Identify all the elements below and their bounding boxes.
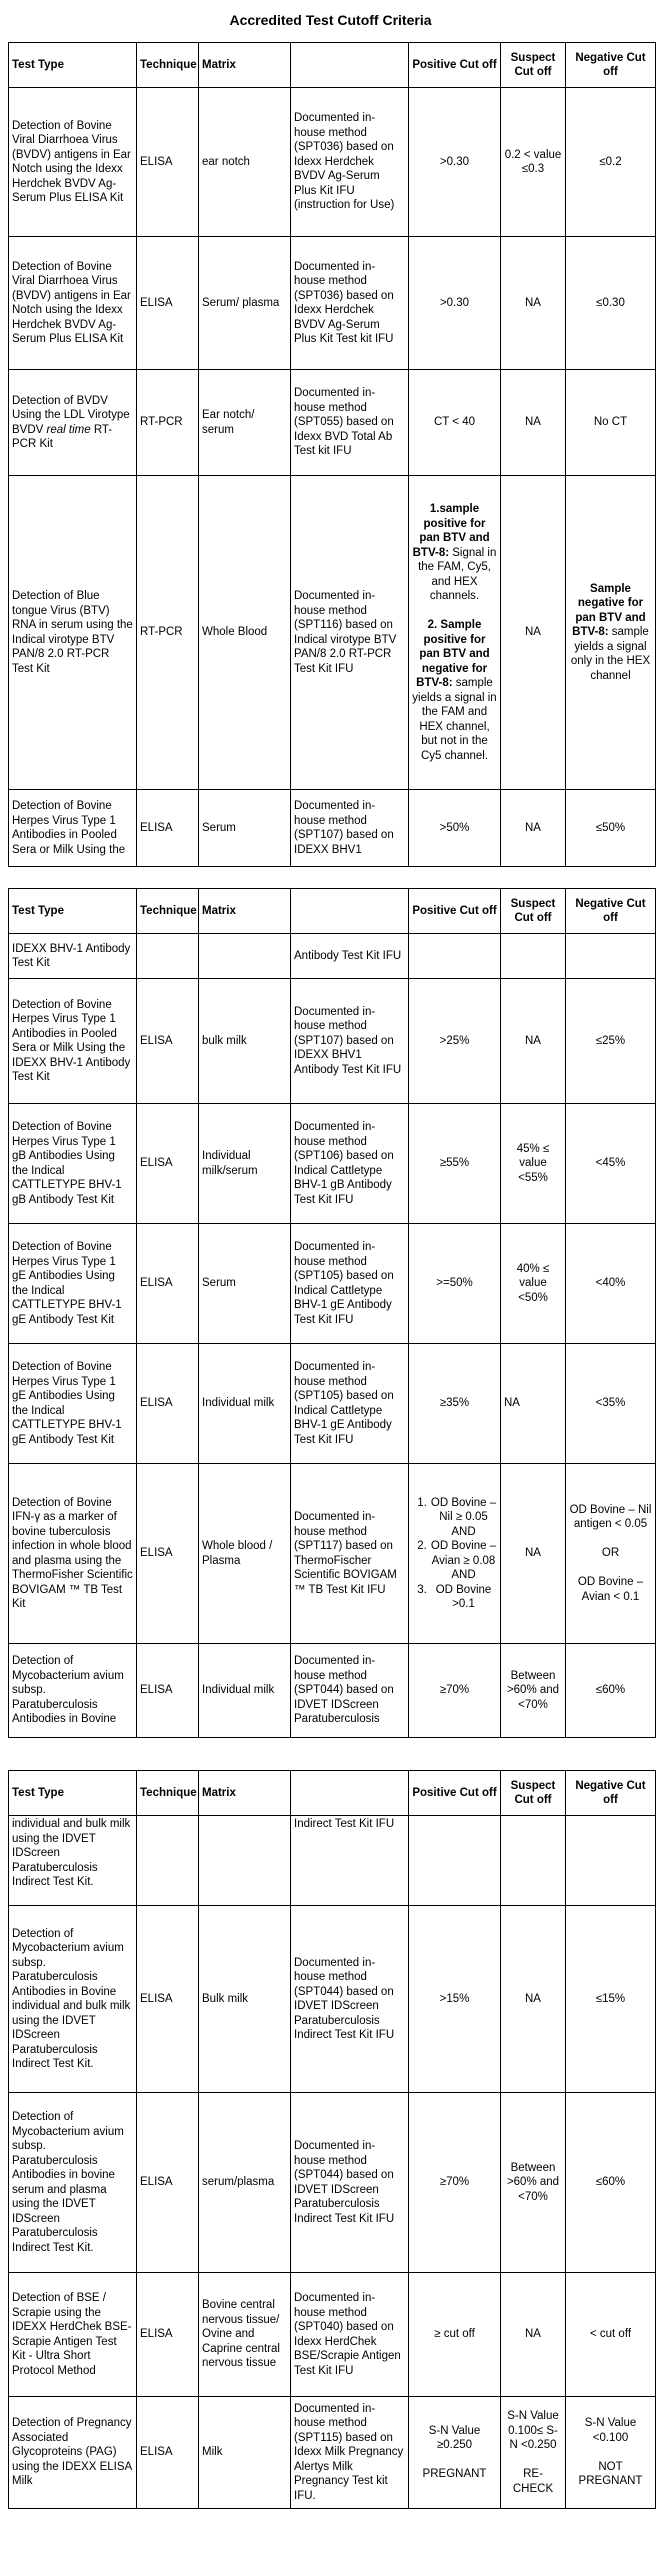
- table-row: [9, 88, 656, 237]
- technique-cell: ELISA: [137, 1464, 199, 1644]
- matrix-cell: [199, 934, 291, 979]
- table-row: [9, 790, 656, 867]
- technique-cell: RT-PCR: [137, 476, 199, 790]
- header-matrix: Matrix: [199, 1771, 291, 1816]
- suspect-cell: [501, 1816, 566, 1906]
- negative-criterion-2: OD Bovine – Avian < 0.1: [577, 1576, 644, 1603]
- table-header-row: [9, 43, 656, 88]
- method-cell: Documented in-house method (SPT107) based on IDEXX BHV1: [291, 790, 409, 867]
- positive-cell: CT < 40: [409, 370, 501, 476]
- positive-cell: >=50%: [409, 1224, 501, 1344]
- table-row: [9, 370, 656, 476]
- positive-cell: [409, 934, 501, 979]
- suspect-cell: NA: [501, 979, 566, 1104]
- document-title: Accredited Test Cutoff Criteria: [229, 12, 432, 28]
- table-row: [9, 476, 656, 790]
- negative-cell: ≤0.2: [566, 88, 656, 237]
- negative-value: S-N Value <0.100: [584, 2417, 637, 2444]
- suspect-cell: [501, 2397, 566, 2509]
- suspect-cell: Between >60% and <70%: [501, 2093, 566, 2273]
- matrix-cell: [199, 1816, 291, 1906]
- positive-criterion-text: OD Bovine >0.1: [435, 1583, 492, 1610]
- test-type-cell: IDEXX BHV-1 Antibody Test Kit: [9, 934, 137, 979]
- header-suspect: Suspect Cut off: [501, 889, 566, 934]
- matrix-cell: Serum: [199, 1224, 291, 1344]
- technique-cell: ELISA: [137, 1104, 199, 1224]
- or-label: OR: [601, 1547, 620, 1560]
- negative-cell: [566, 476, 656, 790]
- header-technique: Technique: [137, 1771, 199, 1816]
- positive-criterion-1-text: Signal in the FAM, Cy5, and HEX channels.: [418, 546, 497, 602]
- positive-result: PREGNANT: [422, 2468, 487, 2480]
- header-positive: Positive Cut off: [409, 889, 501, 934]
- technique-cell: ELISA: [137, 1224, 199, 1344]
- suspect-cell: NA: [501, 2273, 566, 2397]
- header-method: [291, 1771, 409, 1816]
- method-cell: Documented in-house method (SPT055) based on Idexx BVD Total Ab Test kit IFU: [291, 370, 409, 476]
- technique-cell: RT-PCR: [137, 370, 199, 476]
- negative-cell: ≤60%: [566, 2093, 656, 2273]
- negative-cell: [566, 1464, 656, 1644]
- header-technique: Technique: [137, 889, 199, 934]
- table-row: [9, 2397, 656, 2509]
- suspect-cell: NA: [501, 790, 566, 867]
- test-type-italic-text: real time: [46, 423, 91, 436]
- suspect-cell: NA: [501, 237, 566, 370]
- table-row: [9, 1344, 656, 1464]
- test-type-text: RT-PCR Kit: [12, 423, 113, 450]
- test-type-cell: Detection of Bovine Herpes Virus Type 1 Antibodies in Pooled Sera or Milk Using the IDEXX BHV-1 Antibody Test Kit: [9, 979, 137, 1104]
- positive-value: S-N Value ≥0.250: [428, 2424, 481, 2451]
- method-cell: Documented in-house method (SPT044) based on IDVET IDScreen Paratuberculosis Indirect Test Kit IFU: [291, 1906, 409, 2093]
- matrix-cell: Serum/ plasma: [199, 237, 291, 370]
- test-type-cell: Detection of Bovine Herpes Virus Type 1 gE Antibodies Using the Indical CATTLETYPE BHV-1 gE Antibody Test Kit: [9, 1224, 137, 1344]
- table-row: [9, 1464, 656, 1644]
- matrix-cell: Whole blood / Plasma: [199, 1464, 291, 1644]
- matrix-cell: Bovine central nervous tissue/ Ovine and Caprine central nervous tissue: [199, 2273, 291, 2397]
- technique-cell: [137, 1816, 199, 1906]
- header-suspect: Suspect Cut off: [501, 1771, 566, 1816]
- header-negative: Negative Cut off: [566, 43, 656, 88]
- negative-cell: ≤15%: [566, 1906, 656, 2093]
- test-type-cell: Detection of Mycobacterium avium subsp. Paratuberculosis Antibodies in bovine serum and plasma using the IDVET IDScreen Paratuberculosis Indirect Test Kit.: [9, 2093, 137, 2273]
- positive-cell: ≥ cut off: [409, 2273, 501, 2397]
- negative-cell: No CT: [566, 370, 656, 476]
- negative-criterion-1: OD Bovine – Nil antigen < 0.05: [569, 1503, 652, 1531]
- header-negative: Negative Cut off: [566, 1771, 656, 1816]
- table-row: [9, 2273, 656, 2397]
- positive-cell: [409, 1464, 501, 1644]
- test-type-cell: Detection of Pregnancy Associated Glycoproteins (PAG) using the IDEXX ELISA Milk: [9, 2397, 137, 2509]
- negative-cell: [566, 934, 656, 979]
- header-test-type: Test Type: [9, 889, 137, 934]
- method-cell: Documented in-house method (SPT044) based on IDVET IDScreen Paratuberculosis: [291, 1644, 409, 1738]
- technique-cell: ELISA: [137, 2273, 199, 2397]
- technique-cell: ELISA: [137, 237, 199, 370]
- positive-criterion-2-title: 2. Sample positive for pan BTV and negative for BTV-8:: [416, 619, 490, 689]
- matrix-cell: Individual milk: [199, 1644, 291, 1738]
- positive-cell: >0.30: [409, 237, 501, 370]
- test-type-cell: Detection of Blue tongue Virus (BTV) RNA in serum using the Indical virotype BTV PAN/8 2.0 RT-PCR Test Kit: [9, 476, 137, 790]
- technique-cell: ELISA: [137, 2093, 199, 2273]
- header-positive: Positive Cut off: [409, 1771, 501, 1816]
- method-cell: Documented in-house method (SPT115) based on Idexx Milk Pregnancy Alertys Milk Pregnancy Test kit IFU.: [291, 2397, 409, 2509]
- method-cell: Documented in-house method (SPT116) based on Indical virotype BTV PAN/8 2.0 RT-PCR Test Kit IFU: [291, 476, 409, 790]
- and-label: AND: [451, 1525, 476, 1538]
- matrix-cell: serum/plasma: [199, 2093, 291, 2273]
- positive-cell: >0.30: [409, 88, 501, 237]
- table-row: [9, 979, 656, 1104]
- method-cell: Antibody Test Kit IFU: [291, 934, 409, 979]
- matrix-cell: Individual milk: [199, 1344, 291, 1464]
- header-technique: Technique: [137, 43, 199, 88]
- positive-cell: >25%: [409, 979, 501, 1104]
- negative-criterion-text: sample yields a signal only in the HEX channel: [570, 626, 651, 682]
- header-matrix: Matrix: [199, 43, 291, 88]
- method-cell: Documented in-house method (SPT105) based on Indical Cattletype BHV-1 gE Antibody Test Kit IFU: [291, 1224, 409, 1344]
- header-negative: Negative Cut off: [566, 889, 656, 934]
- positive-criterion-text: OD Bovine – Nil ≥ 0.05: [430, 1496, 497, 1523]
- positive-criterion-1-title: 1.sample positive for pan BTV and BTV-8:: [412, 503, 490, 559]
- matrix-cell: Serum: [199, 790, 291, 867]
- positive-cell: ≥35%: [409, 1344, 501, 1464]
- test-type-cell: Detection of Bovine Herpes Virus Type 1 gE Antibodies Using the Indical CATTLETYPE BHV-1 gE Antibody Test Kit: [9, 1344, 137, 1464]
- technique-cell: ELISA: [137, 790, 199, 867]
- method-cell: Documented in-house method (SPT117) based on ThermoFischer Scientific BOVIGAM ™ TB Test Kit IFU: [291, 1464, 409, 1644]
- header-method: [291, 43, 409, 88]
- positive-cell: ≥70%: [409, 1644, 501, 1738]
- test-type-cell: Detection of Mycobacterium avium subsp. Paratuberculosis Antibodies in Bovine individual and bulk milk using the IDVET IDScreen Paratuberculosis Indirect Test Kit.: [9, 1906, 137, 2093]
- cutoff-table-1: [8, 42, 656, 867]
- suspect-cell: NA: [501, 476, 566, 790]
- test-type-cell: Detection of Bovine IFN-γ as a marker of bovine tuberculosis infection in whole blood and plasma using the ThermoFisher Scientific BOVIGAM ™ TB Test Kit: [9, 1464, 137, 1644]
- test-type-cell: Detection of Bovine Viral Diarrhoea Virus (BVDV) antigens in Ear Notch using the Idexx Herdchek BVDV Ag-Serum Plus ELISA Kit: [9, 237, 137, 370]
- negative-cell: ≤0.30: [566, 237, 656, 370]
- technique-cell: ELISA: [137, 88, 199, 237]
- suspect-result: RE-CHECK: [512, 2468, 554, 2495]
- negative-cell: <40%: [566, 1224, 656, 1344]
- negative-criterion-title: Sample negative for pan BTV and BTV-8:: [572, 582, 646, 639]
- test-type-cell: Detection of BSE / Scrapie using the IDEXX HerdChek BSE-Scrapie Antigen Test Kit - Ultra Short Protocol Method: [9, 2273, 137, 2397]
- matrix-cell: Whole Blood: [199, 476, 291, 790]
- cutoff-table-2: [8, 888, 656, 1738]
- suspect-cell: Between >60% and <70%: [501, 1644, 566, 1738]
- negative-cell: ≤25%: [566, 979, 656, 1104]
- header-test-type: Test Type: [9, 43, 137, 88]
- method-cell: Documented in-house method (SPT036) based on Idexx Herdchek BVDV Ag-Serum Plus Kit IFU (instruction for Use): [291, 88, 409, 237]
- header-suspect: Suspect Cut off: [501, 43, 566, 88]
- negative-cell: ≤60%: [566, 1644, 656, 1738]
- positive-criterion-text: OD Bovine – Avian ≥ 0.08: [430, 1540, 497, 1567]
- matrix-cell: Milk: [199, 2397, 291, 2509]
- table-row: [9, 1906, 656, 2093]
- technique-cell: ELISA: [137, 2397, 199, 2509]
- positive-criterion: [430, 1539, 497, 1583]
- table-row: [9, 1816, 656, 1906]
- positive-criterion: [430, 1583, 497, 1612]
- suspect-value: S-N Value 0.100≤ S-N <0.250: [507, 2410, 559, 2451]
- suspect-cell: NA: [501, 370, 566, 476]
- test-type-text: Detection of BVDV Using the LDL Virotype BVDV: [12, 394, 130, 436]
- matrix-cell: bulk milk: [199, 979, 291, 1104]
- matrix-cell: ear notch: [199, 88, 291, 237]
- table-header-row: [9, 1771, 656, 1816]
- cutoff-table-3: [8, 1770, 656, 2509]
- method-cell: Indirect Test Kit IFU: [291, 1816, 409, 1906]
- negative-cell: <35%: [566, 1344, 656, 1464]
- header-test-type: Test Type: [9, 1771, 137, 1816]
- negative-cell: [566, 1816, 656, 1906]
- method-cell: Documented in-house method (SPT036) based on Idexx Herdchek BVDV Ag-Serum Plus Kit Test kit IFU: [291, 237, 409, 370]
- technique-cell: ELISA: [137, 1644, 199, 1738]
- suspect-cell: 0.2 < value ≤0.3: [501, 88, 566, 237]
- suspect-cell: NA: [501, 1464, 566, 1644]
- suspect-cell: 40% ≤ value <50%: [501, 1224, 566, 1344]
- and-label: AND: [451, 1569, 476, 1581]
- positive-cell: [409, 2397, 501, 2509]
- negative-result: NOT PREGNANT: [578, 2460, 643, 2488]
- matrix-cell: Bulk milk: [199, 1906, 291, 2093]
- technique-cell: ELISA: [137, 1344, 199, 1464]
- table-row: [9, 237, 656, 370]
- method-cell: Documented in-house method (SPT044) based on IDVET IDScreen Paratuberculosis Indirect Test Kit IFU: [291, 2093, 409, 2273]
- positive-criteria-list: [412, 1496, 497, 1612]
- test-type-cell: Detection of Mycobacterium avium subsp. Paratuberculosis Antibodies in Bovine: [9, 1644, 137, 1738]
- negative-cell: ≤50%: [566, 790, 656, 867]
- suspect-cell: NA: [501, 1344, 566, 1464]
- table-row: [9, 2093, 656, 2273]
- header-matrix: Matrix: [199, 889, 291, 934]
- technique-cell: ELISA: [137, 979, 199, 1104]
- table-row: [9, 934, 656, 979]
- header-method: [291, 889, 409, 934]
- suspect-cell: [501, 934, 566, 979]
- negative-cell: < cut off: [566, 2273, 656, 2397]
- test-type-cell: Detection of Bovine Viral Diarrhoea Virus (BVDV) antigens in Ear Notch using the Idexx Herdchek BVDV Ag-Serum Plus ELISA Kit: [9, 88, 137, 237]
- table-row: [9, 1644, 656, 1738]
- test-type-cell: [9, 370, 137, 476]
- positive-criterion: [430, 1496, 497, 1540]
- technique-cell: ELISA: [137, 1906, 199, 2093]
- negative-cell: <45%: [566, 1104, 656, 1224]
- positive-cell: >15%: [409, 1906, 501, 2093]
- matrix-cell: Individual milk/serum: [199, 1104, 291, 1224]
- negative-cell: [566, 2397, 656, 2509]
- table-row: [9, 1224, 656, 1344]
- test-type-cell: individual and bulk milk using the IDVET IDScreen Paratuberculosis Indirect Test Kit.: [9, 1816, 137, 1906]
- positive-cell: ≥70%: [409, 2093, 501, 2273]
- positive-cell: [409, 476, 501, 790]
- suspect-cell: 45% ≤ value <55%: [501, 1104, 566, 1224]
- positive-criterion-2-text: sample yields a signal in the FAM and HEX channel, but not in the Cy5 channel.: [412, 677, 497, 762]
- positive-cell: ≥55%: [409, 1104, 501, 1224]
- positive-cell: [409, 1816, 501, 1906]
- method-cell: Documented in-house method (SPT040) based on Idexx HerdChek BSE/Scrapie Antigen Test Kit IFU: [291, 2273, 409, 2397]
- technique-cell: [137, 934, 199, 979]
- header-positive: Positive Cut off: [409, 43, 501, 88]
- table-header-row: [9, 889, 656, 934]
- method-cell: Documented in-house method (SPT107) based on IDEXX BHV1 Antibody Test Kit IFU: [291, 979, 409, 1104]
- suspect-cell: NA: [501, 1906, 566, 2093]
- positive-cell: >50%: [409, 790, 501, 867]
- table-row: [9, 1104, 656, 1224]
- matrix-cell: Ear notch/ serum: [199, 370, 291, 476]
- method-cell: Documented in-house method (SPT106) based on Indical Cattletype BHV-1 gB Antibody Test Kit IFU: [291, 1104, 409, 1224]
- test-type-cell: Detection of Bovine Herpes Virus Type 1 gB Antibodies Using the Indical CATTLETYPE BHV-1 gB Antibody Test Kit: [9, 1104, 137, 1224]
- test-type-cell: Detection of Bovine Herpes Virus Type 1 Antibodies in Pooled Sera or Milk Using the: [9, 790, 137, 867]
- method-cell: Documented in-house method (SPT105) based on Indical Cattletype BHV-1 gE Antibody Test Kit IFU: [291, 1344, 409, 1464]
